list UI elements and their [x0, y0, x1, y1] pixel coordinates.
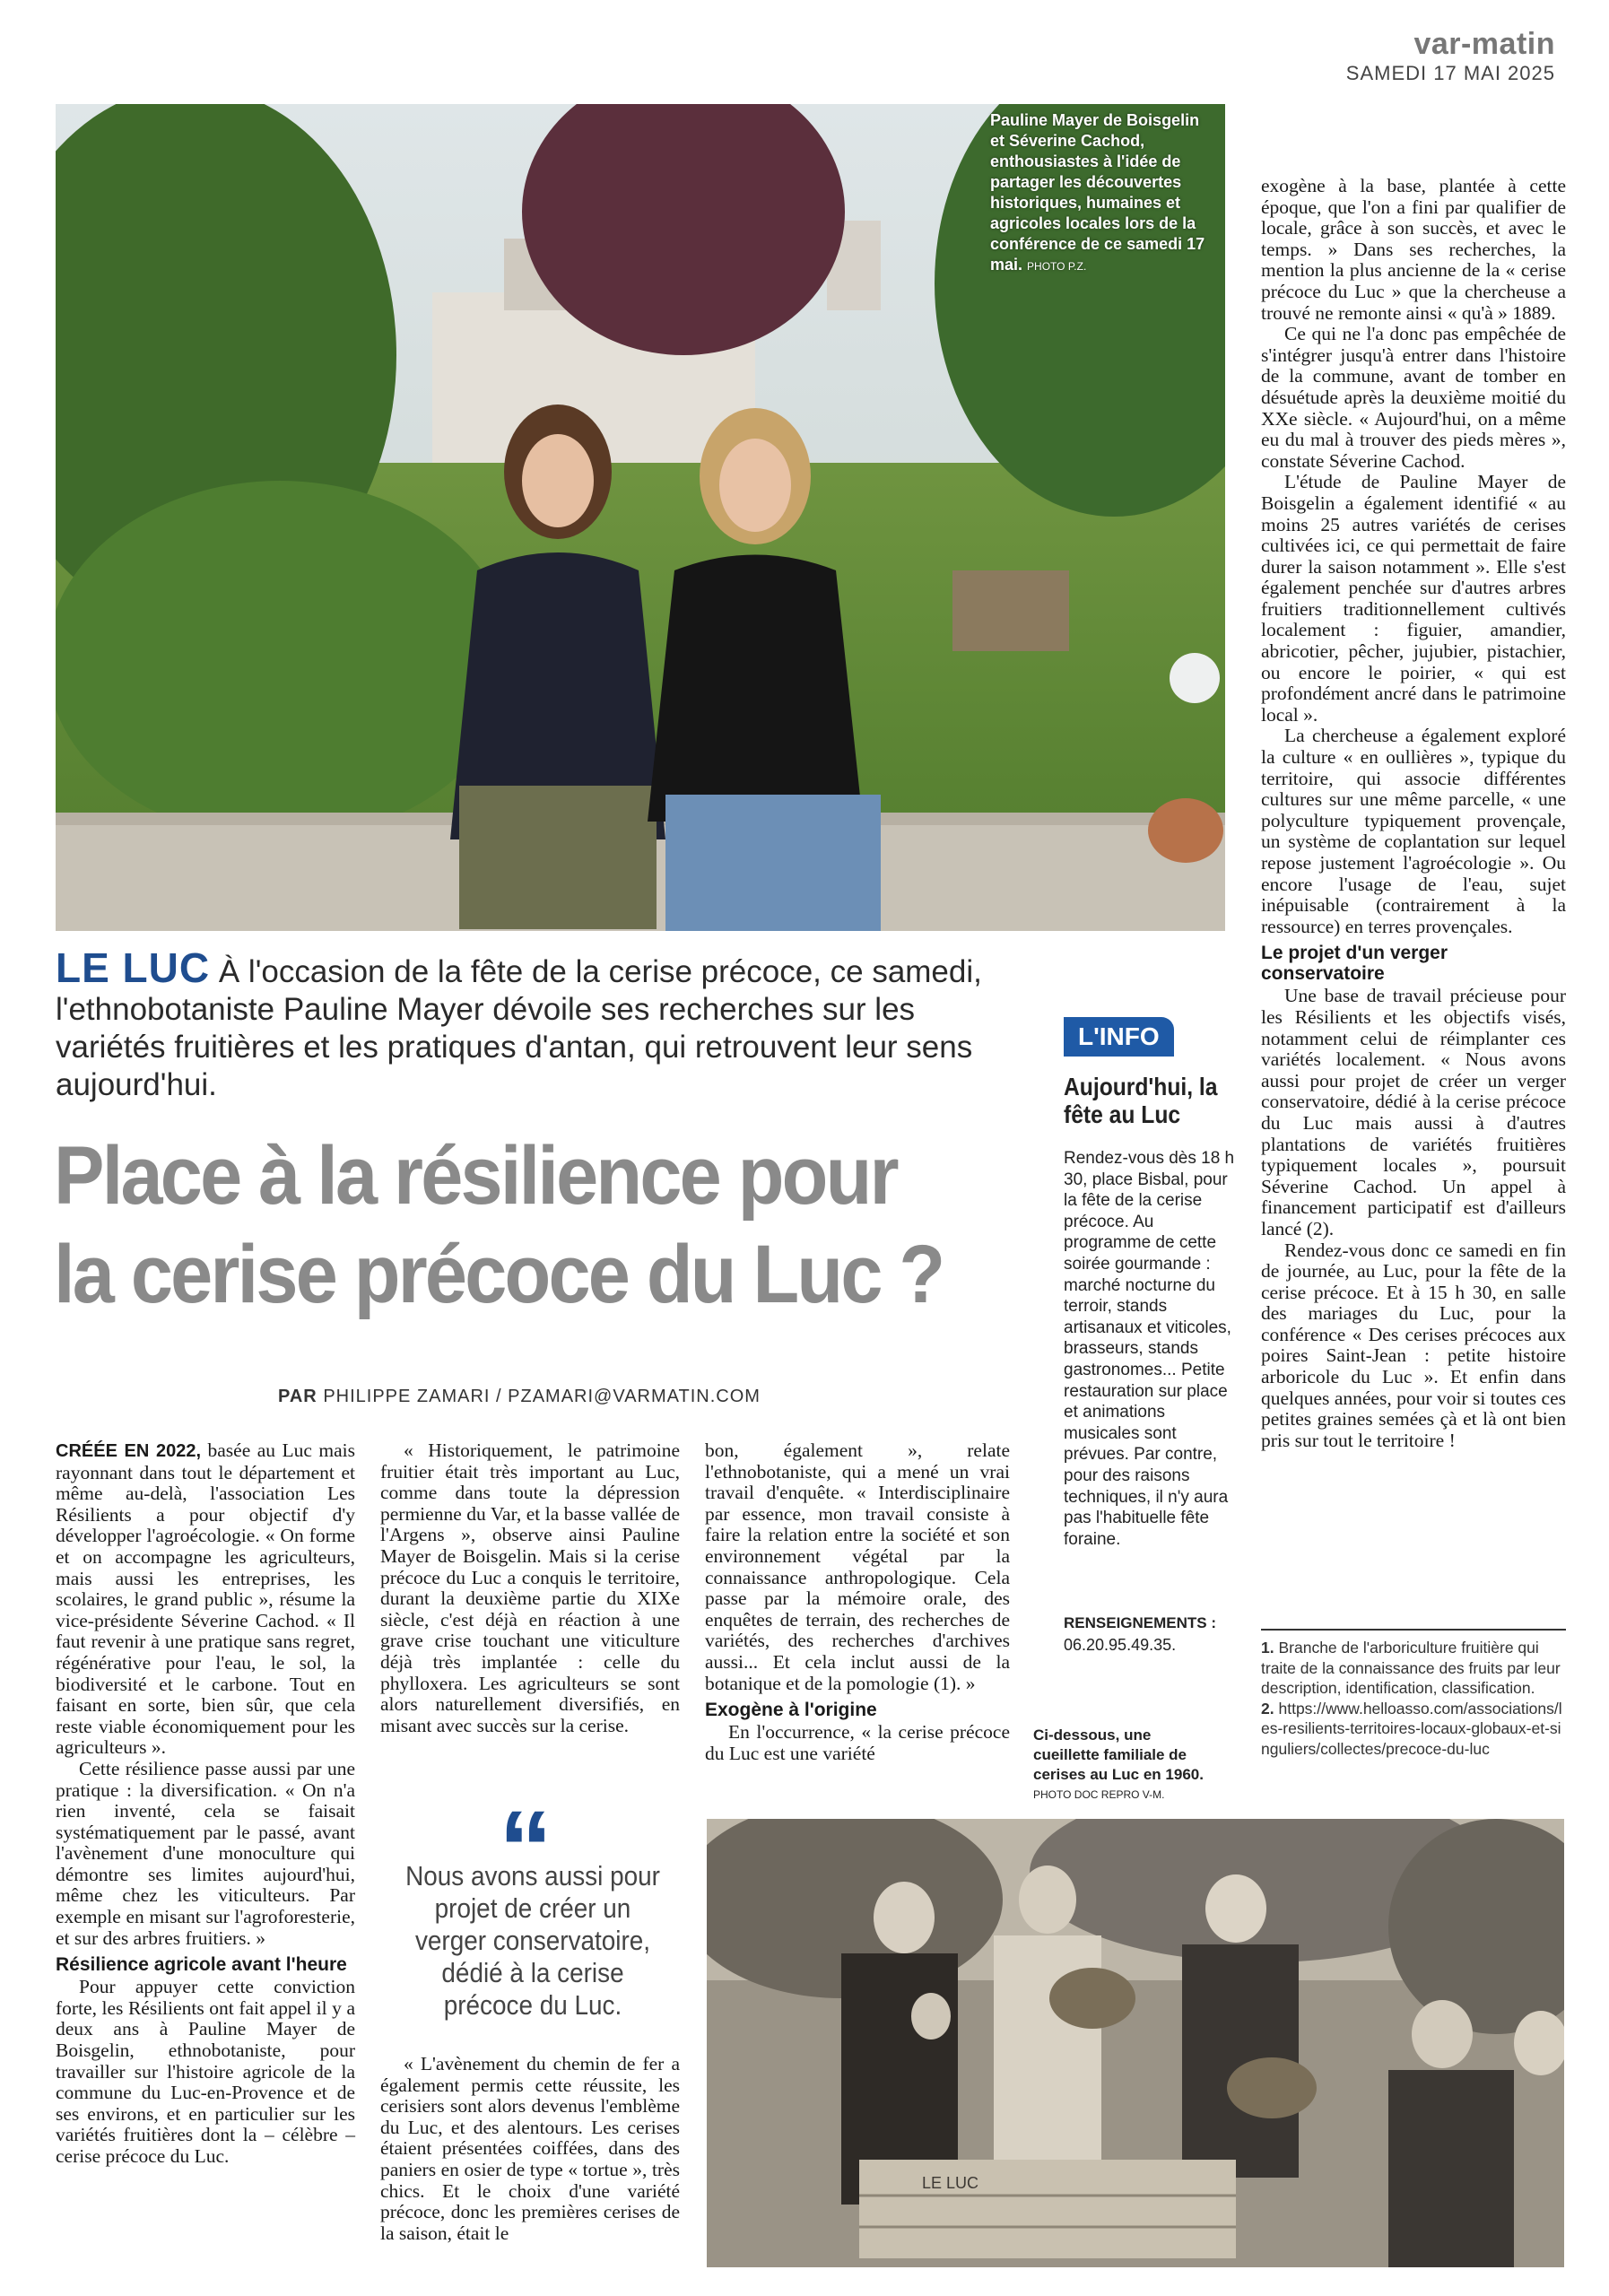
info-text: Rendez-vous dès 18 h 30, place Bisbal, pour la fête de la cerise précoce. Au programme de cette soirée gourmande : marché nocturne du terroir, stands artisanaux et viticoles, brasseurs, stands gastronomes... Petite restauration sur place et animations musicales sont prévues. Par contre, pour des raisons techniques, il n'y aura pas l'habituelle fête foraine.	[1064, 1149, 1235, 1549]
paragraph: En l'occurrence, « la cerise précoce du Luc est une variété	[705, 1721, 1010, 1764]
kicker	[56, 944, 1006, 1104]
lead-in: CRÉÉE EN 2022,	[56, 1441, 202, 1461]
info-title: Aujourd'hui, la fête au Luc	[1064, 1073, 1218, 1128]
footnote-number: 1.	[1261, 1639, 1274, 1657]
quote-icon: “	[499, 1788, 552, 1909]
bottom-photo	[707, 1819, 1564, 2267]
paragraph: Pour appuyer cette conviction forte, les Résilients ont fait appel il y a deux ans à Pauline Mayer de Boisgelin, ethnobotaniste, pour travailler sur l'histoire agricole de la commune du Luc-en-Provence et de ses environs, et en particulier sur les variétés fruitières dont la – célèbre – cerise précoce du Luc.	[56, 1976, 355, 2167]
subheading-verger: Le projet d'un verger conservatoire	[1261, 943, 1448, 985]
paragraph: Rendez-vous donc ce samedi en fin de journée, au Luc, pour la fête de la cerise précoce. Et à 15 h 30, en salle des mariages du Luc, pour la conférence « Des cerises précoces aux poires Saint-Jean : petite histoire arboricole du Luc ». Et enfin dans quelques années, pour voir si toutes ces petites graines semées çà et là ont bien pris sur tout le territoire !	[1261, 1239, 1566, 1451]
paragraph	[56, 1440, 355, 1759]
article-column-5	[1261, 176, 1566, 1451]
paragraph: bon, également », relate l'ethnobotaniste, qui a mené un vrai travail d'enquête. « Interdisciplinaire par essence, mon travail consiste à faire la relation entre la société et son environnement végétal par la connaissance anthropologique. Cela passe par la mémoire orale, des enquêtes de terrain, des recherches de variétés, des recherches d'archives aussi... Et cela inclut aussi de la botanique et de la pomologie (1). »	[705, 1439, 1010, 1694]
info-contact-label: RENSEIGNEMENTS :	[1064, 1614, 1217, 1631]
kicker-text: À l'occasion de la fête de la cerise précoce, ce samedi, l'ethnobotaniste Pauline Mayer dévoile ses recherches sur les variétés fruitières et les pratiques d'antan, qui retrouvent leur sens aujourd'hui.	[56, 954, 982, 1102]
crate-label: LE LUC	[922, 2174, 979, 2192]
subheading-exogene: Exogène à l'origine	[705, 1700, 877, 1721]
footnote-2	[1261, 1699, 1566, 1760]
paragraph: La chercheuse a également exploré la culture « en oullières », typique du territoire, qui associe différentes cultures sur une même parcelle, « une polyculture typiquement provençale, un système de coplantation sur lequel repose justement l'agroécologie ». Ou encore l'usage de l'eau, sujet inépuisable (contrairement à la ressource) en terres provençales.	[1261, 725, 1566, 937]
paragraph: « L'avènement du chemin de fer a également permis cette réussite, les cerisiers sont alors devenus l'emblème du Luc, et des alentours. Les cerises étaient présentées coiffées, dans des paniers en osier de type « tortue », très chics. Et le choix d'une variété précoce, donc les premières cerises de la saison, était le	[380, 2053, 680, 2244]
paragraph: L'étude de Pauline Mayer de Boisgelin a également identifié « au moins 25 autres variétés de cerises cultivées ici, ce qui permettait de faire durer la saison notamment ». Elle s'est également penchée sur d'autres arbres fruitiers traditionnellement cultivés localement : figuier, amandier, abricotier, pêcher, jujubier, pistachier, ou encore le poirier, « qui est profondément ancré dans le patrimoine local ».	[1261, 471, 1566, 726]
pull-quote: Nous avons aussi pour projet de créer un verger conservatoire, dédié à la cerise précoce du Luc.	[405, 1860, 660, 2021]
bottom-photo-credit: PHOTO DOC REPRO V-M.	[1033, 1788, 1165, 1801]
bottom-photo-caption-text: Ci-dessous, une cueillette familiale de cerises au Luc en 1960.	[1033, 1726, 1204, 1783]
footnote-link[interactable]: https://www.helloasso.com/associations/les-resilients-territoires-locaux-globaux-et-singuliers/collectes/precoce-du-luc	[1261, 1699, 1562, 1758]
issue-date: SAMEDI 17 MAI 2025	[1345, 62, 1555, 84]
footnote-text: Branche de l'arboriculture fruitière qui traite de la connaissance des fruits par leur description, identification, classification.	[1261, 1639, 1561, 1697]
top-photo-credit: PHOTO P.Z.	[1027, 260, 1087, 273]
footnote-number: 2.	[1261, 1699, 1274, 1718]
article-column-2	[380, 1440, 680, 1736]
paragraph: Une base de travail précieuse pour les Résilients et les objectifs visés, notamment celui de réimplanter ces variétés localement. « Nous avons aussi pour projet de créer un verger conservatoire, dédié à la cerise précoce du Luc mais aussi à d'autres plantations de variétés fruitières typiquement locales », poursuit Séverine Cachod. Un appel à financement participatif est d'ailleurs lancé (2).	[1261, 985, 1566, 1239]
masthead	[1346, 27, 1555, 85]
paragraph: Ce qui ne l'a donc pas empêchée de s'intégrer jusqu'à entrer dans l'histoire de la commune, avant de tomber en désuétude après la deuxième moitié du XXe siècle. « Aujourd'hui, on a même eu du mal à trouver des pieds mères », constate Séverine Cachod.	[1261, 323, 1566, 472]
paragraph-text: basée au Luc mais rayonnant dans tout le département et même au-delà, l'association Les Résilients a pour objectif d'y développer l'agroécologie. « On forme et on accompagne les agriculteurs, mais aussi les entreprises, les scolaires, le grand public », résume la vice-présidente Séverine Cachod. « Il faut revenir à une pratique sans regret, régénérative pour l'eau, le sol, la biodiversité et le carbone. Tout en faisant en sorte, bien sûr, que cela reste viable économiquement pour les agriculteurs ».	[56, 1439, 355, 1759]
footnote-1	[1261, 1638, 1566, 1699]
top-photo-caption-text: Pauline Mayer de Boisgelin et Séverine Cachod, enthousiastes à l'idée de partager les découvertes historiques, humaines et agricoles locales lors de la conférence de ce samedi 17 mai.	[990, 111, 1205, 274]
newspaper-brand: var-matin	[1413, 27, 1555, 61]
info-badge: L'INFO	[1064, 1017, 1174, 1057]
vintage-harvest-photo-illustration	[707, 1819, 1564, 2267]
bottom-photo-caption	[1033, 1726, 1220, 1805]
byline-prefix: PAR	[278, 1387, 317, 1406]
article-column-3	[705, 1440, 1010, 1764]
article-column-1	[56, 1440, 355, 2168]
paragraph: « Historiquement, le patrimoine fruitier était très important au Luc, comme dans toute la dépression permienne du Var, et la basse vallée de l'Argens », observe ainsi Pauline Mayer de Boisgelin. Mais si la cerise précoce du Luc a conquis le territoire, durant la deuxième partie du XIXe siècle, c'est déjà en réaction à une grave crise touchant une viticulture déjà très implantée : celle du phylloxera. Les agriculteurs se sont alors naturellement diversifiés, en misant avec succès sur la cerise.	[380, 1439, 680, 1736]
article-column-2-continued	[380, 2054, 680, 2244]
byline-author: PHILIPPE ZAMARI / PZAMARI@VARMATIN.COM	[323, 1387, 761, 1406]
top-photo-caption	[990, 110, 1205, 277]
subheading-resilience: Résilience agricole avant l'heure	[56, 1954, 347, 1976]
paragraph: Cette résilience passe aussi par une pratique : la diversification. « On n'a rien inventé, cela se faisait systématiquement par le passé, avant l'avènement d'une monoculture qui démontre ses limites aujourd'hui, même chez les viticulteurs. Par exemple en misant sur l'agroforesterie, et sur des arbres fruitiers. »	[56, 1757, 355, 1949]
location-label: LE LUC	[56, 944, 211, 991]
footnotes	[1261, 1629, 1566, 1759]
info-contact-phone: 06.20.95.49.35.	[1064, 1636, 1177, 1654]
paragraph: exogène à la base, plantée à cette époque, que l'on a fini par qualifier de locale, grâce à son succès, et avec le temps. » Dans ses recherches, la mention la plus ancienne de la « cerise précoce du Luc » que la chercheuse a trouvé ne remonte ainsi « qu'à » 1889.	[1261, 175, 1566, 324]
headline: Place à la résilience pour la cerise précoce du Luc ?	[54, 1130, 944, 1320]
byline	[278, 1387, 761, 1407]
